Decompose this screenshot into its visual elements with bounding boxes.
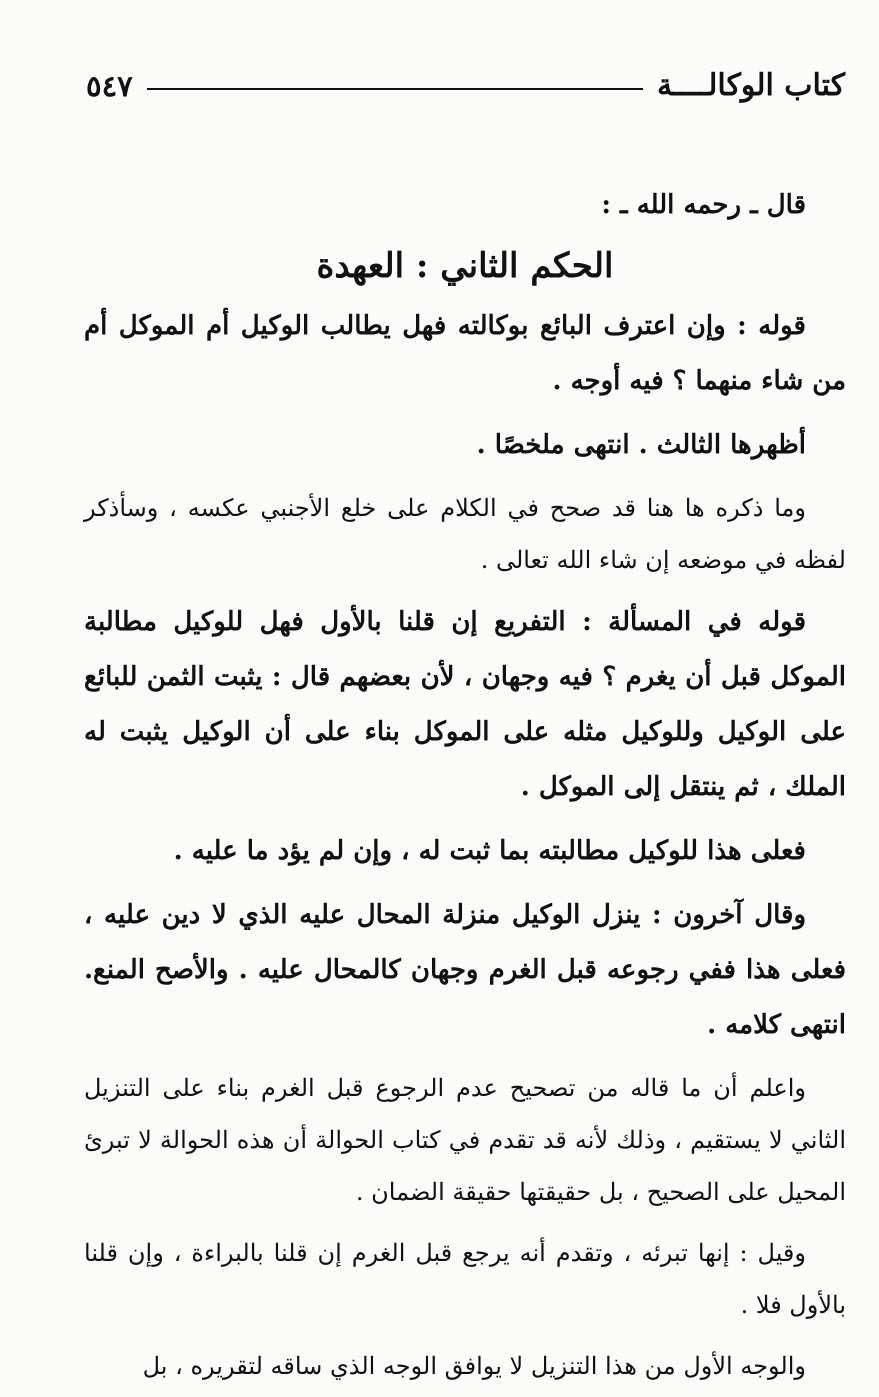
paragraph-commentary-1: وما ذكره ها هنا قد صحح في الكلام على خلع الأجنبي عكسه ، وسأذكر لفظه في موضعه إن شاء الله تعالى .: [84, 494, 846, 574]
section-heading: الحكم الثاني : العهدة: [316, 246, 614, 286]
paragraph-quote-1: قوله : وإن اعترف البائع بوكالته فهل يطالب الوكيل أم الموكل أم من شاء منهما ؟ فيه أوجه .: [84, 311, 846, 396]
paragraph-commentary-3: وقيل : إنها تبرئه ، وتقدم أنه يرجع قبل الغرم إن قلنا بالبراءة ، وإن قلنا بالأول فلا .: [84, 1239, 846, 1319]
header-rule: [147, 88, 643, 90]
paragraph-commentary-2: واعلم أن ما قاله من تصحيح عدم الرجوع قبل الغرم بناء على التنزيل الثاني لا يستقيم ، وذلك لأنه قد تقدم في كتاب الحوالة أن هذه الحوالة لا تبرئ المحيل على الصحيح ، بل حقيقتها حقيقة الضمان .: [84, 1074, 846, 1206]
running-header: [86, 66, 845, 106]
page-number: ٥٤٧: [86, 68, 133, 103]
paragraph-quote-5: وقال آخرون : ينزل الوكيل منزلة المحال عليه الذي لا دين عليه ، فعلى هذا ففي رجوعه قبل الغرم وجهان كالمحال عليه . والأصح المنع. انتهى كلامه .: [84, 900, 846, 1040]
paragraph-quote-3: قوله في المسألة : التفريع إن قلنا بالأول فهل للوكيل مطالبة الموكل قبل أن يغرم ؟ فيه وجهان ، لأن بعضهم قال : يثبت الثمن للبائع على الوكيل وللوكيل مثله على الموكل بناء على أن الوكيل يثبت له الملك ، ثم ينتقل إلى الموكل .: [84, 607, 846, 802]
paragraph-quote-2: أظهرها الثالث . انتهى ملخصًا .: [476, 430, 806, 460]
paragraph-quote-4: فعلى هذا للوكيل مطالبته بما ثبت له ، وإن لم يؤد ما عليه .: [173, 836, 806, 866]
page-body: [84, 178, 846, 1392]
paragraph-commentary-4: والوجه الأول من هذا التنزيل لا يوافق الوجه الذي ساقه لتقريره ، بل: [142, 1352, 806, 1380]
paragraph-intro: قال ـ رحمه الله ـ :: [601, 190, 806, 220]
book-title: كتاب الوكالــــة: [657, 68, 845, 103]
